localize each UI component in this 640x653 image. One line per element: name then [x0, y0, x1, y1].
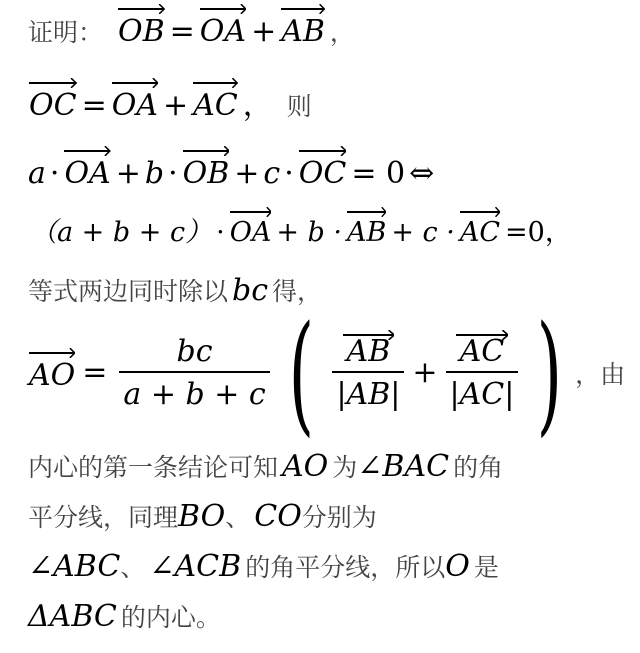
dot-operator: · — [216, 217, 225, 248]
plus-sign: + — [251, 14, 277, 49]
fraction-denominator: a + b + c — [119, 371, 269, 412]
plus-sign: + — [412, 355, 438, 390]
divide-text: 等式两边同时除以 — [28, 277, 229, 306]
vector-arrow-icon — [183, 146, 230, 156]
vector-arrow-icon — [29, 78, 77, 88]
incenter-text: 的内心。 — [120, 603, 221, 632]
get-text: 得， — [272, 277, 323, 306]
proof-line-1 — [28, 8, 355, 49]
vector-oc: OC — [299, 150, 347, 191]
bisector-text: 平分线，同理 — [28, 503, 179, 532]
is-text: 为 — [332, 453, 358, 482]
equals-sign: = — [81, 88, 107, 123]
fraction-numerator: AC — [456, 334, 509, 371]
vector-ab: AB — [347, 211, 386, 248]
right-paren: ) — [537, 296, 563, 449]
angle-acb: ∠ACB — [149, 549, 242, 584]
dot-operator: · — [49, 156, 60, 191]
fraction-numerator: AB — [343, 334, 395, 371]
comma: ， — [242, 88, 273, 123]
equals-zero: =0 — [505, 217, 545, 248]
plus-b-dot: + b · — [276, 217, 342, 248]
vector-arrow-icon — [230, 207, 272, 217]
vector-ob: OB — [183, 150, 230, 191]
conclusion-text: 内心的第一条结论可知 — [28, 453, 279, 482]
vector-arrow-icon — [64, 146, 110, 156]
vector-ab: AB — [281, 8, 325, 49]
coef-sum-group: （a + b + c） — [30, 217, 213, 248]
fraction-unit-ac — [446, 334, 519, 412]
dot-operator: · — [284, 156, 294, 191]
vector-arrow-icon — [460, 207, 500, 217]
vector-arrow-icon — [281, 4, 325, 14]
left-paren: ( — [288, 296, 314, 449]
vector-oa: OA — [230, 211, 272, 248]
triangle-abc: ΔABC — [28, 599, 117, 634]
angle-bac: ∠BAC — [357, 449, 450, 484]
vector-arrow-icon — [343, 330, 395, 340]
comma: ， — [544, 217, 572, 248]
angle-abc: ∠ABC — [28, 549, 121, 584]
bisector-so-text: 的角平分线，所以 — [245, 553, 446, 582]
fraction-denominator: |AC| — [446, 371, 519, 412]
proof-line-3 — [28, 150, 434, 191]
vector-oa: OA — [112, 82, 158, 123]
var-bc: bc — [232, 273, 269, 308]
proof-line-6 — [28, 296, 626, 449]
is-text: 是 — [473, 553, 499, 582]
vector-ac: AC — [193, 82, 238, 123]
proof-line-4 — [30, 210, 572, 249]
plus-c-dot: + c · — [391, 217, 455, 248]
proof-label: 证明： — [28, 18, 104, 47]
vector-ob: OB — [118, 8, 165, 49]
equals-sign: = — [169, 14, 195, 49]
equals-zero: = 0 — [351, 156, 406, 191]
separator: 、 — [120, 553, 146, 582]
fraction-unit-ab — [332, 334, 404, 412]
point-o: O — [445, 549, 470, 584]
vector-arrow-icon — [29, 348, 75, 358]
vector-ac: AC — [460, 211, 500, 248]
vector-arrow-icon — [193, 78, 238, 88]
vector-oc: OC — [29, 82, 77, 123]
vector-oa: OA — [200, 8, 246, 49]
vector-arrow-icon — [347, 207, 386, 217]
plus-sign: + — [115, 156, 141, 191]
plus-sign: + — [162, 88, 189, 123]
iff-symbol: ⇔ — [409, 156, 435, 191]
fraction-numerator: bc — [176, 333, 213, 369]
then-text: 则 — [286, 92, 312, 121]
angle-text: 的角 — [453, 453, 504, 482]
segment-co: CO — [254, 499, 302, 534]
dot-operator: · — [168, 156, 178, 191]
coef-b: b — [144, 156, 165, 191]
vector-ao: AO — [29, 352, 75, 393]
coef-a: a — [28, 156, 46, 191]
segment-bo: BO — [178, 499, 226, 534]
respectively-text: 分别为 — [301, 503, 377, 532]
vector-arrow-icon — [456, 330, 509, 340]
plus-sign: + — [234, 156, 260, 191]
coef-c: c — [263, 156, 281, 191]
vector-oa: OA — [64, 150, 110, 191]
vector-arrow-icon — [200, 4, 246, 14]
proof-line-5 — [28, 272, 322, 308]
fraction-bc-over-sum — [119, 334, 269, 412]
by-text: ，由 — [575, 359, 626, 389]
separator: 、 — [225, 503, 251, 532]
vector-arrow-icon — [118, 4, 165, 14]
fraction-denominator: |AB| — [332, 371, 404, 412]
proof-line-7 — [28, 448, 503, 484]
segment-ao: AO — [282, 449, 329, 484]
proof-line-10 — [28, 598, 221, 634]
proof-line-2 — [28, 80, 312, 124]
equals-sign: = — [82, 355, 108, 390]
proof-line-8 — [28, 498, 377, 534]
vector-arrow-icon — [299, 146, 347, 156]
proof-line-9 — [28, 548, 499, 584]
comma: ， — [329, 18, 355, 47]
vector-arrow-icon — [112, 78, 158, 88]
